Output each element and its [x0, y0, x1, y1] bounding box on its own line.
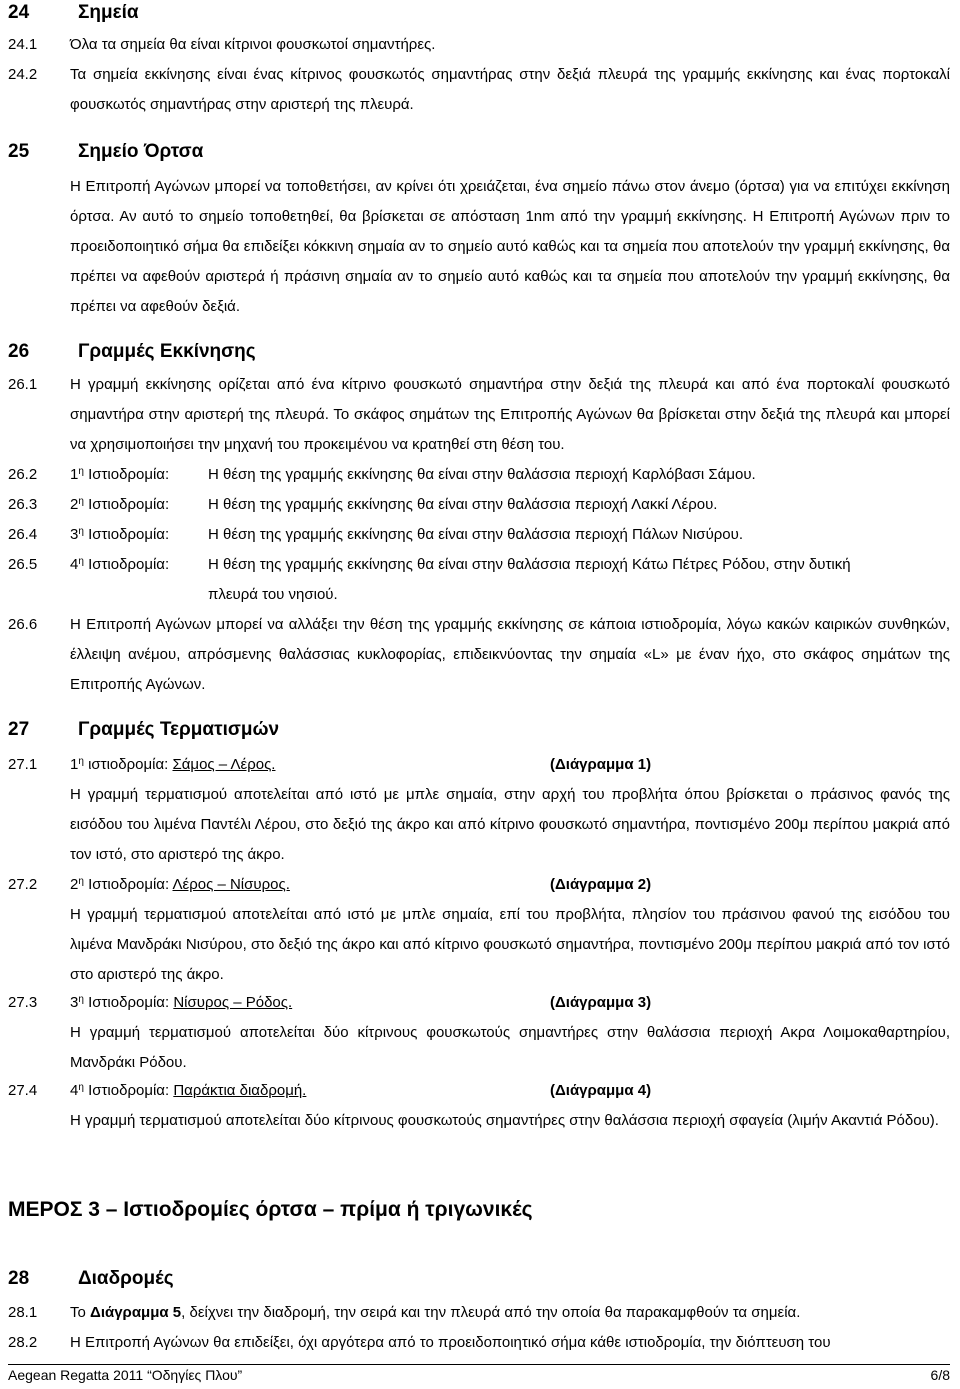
diagram-reference: (Διάγραμμα 4)	[550, 1082, 652, 1099]
item-number: 28.2	[8, 1334, 38, 1351]
item-text: Η γραμμή τερματισμού αποτελείται δύο κίτρινους φουσκωτούς σημαντήρες στην θαλάσσια περιοχή Ακρα Λοιμοκαθαρτηρίου, Μανδράκι Ρόδου.	[70, 1024, 950, 1071]
item-text: Η θέση της γραμμής εκκίνησης θα είναι στην θαλάσσια περιοχή Πάλων Νισύρου.	[208, 526, 744, 543]
item-text: Η θέση της γραμμής εκκίνησης θα είναι στην θαλάσσια περιοχή Λακκί Λέρου.	[208, 496, 718, 513]
diagram-reference: (Διάγραμμα 1)	[550, 756, 652, 773]
item-number: 28.1	[8, 1304, 38, 1321]
section-number: 25	[8, 141, 30, 162]
page-number: 6/8	[930, 1367, 950, 1383]
item-text: Η Επιτροπή Αγώνων μπορεί να αλλάξει την θέση της γραμμής εκκίνησης σε κάποια ιστιοδρομία, λόγω κακών καιρικών συνθηκών, έλλειψη ανέμου, απρόσμενης θαλάσσιας κυκλοφορίας, επιδεικνύοντας την σημαία «L» με έναν ήχο, στο σκάφος σημάτων της Επιτροπής Αγώνων.	[70, 616, 950, 693]
route-name: Παράκτια διαδρομή.	[173, 1082, 307, 1099]
item-text: Η θέση της γραμμής εκκίνησης θα είναι στην θαλάσσια περιοχή Καρλόβασι Σάμου.	[208, 466, 756, 483]
race-start-row: 26.5 $4^\eta$ Ιστιοδρομία: Η θέση της γραμμής εκκίνησης θα είναι στην θαλάσσια περιοχή Κάτω Πέτρες Ρόδου, στην δυτική	[8, 550, 950, 580]
item-text: Το Διάγραμμα 5, δείχνει την διαδρομή, την σειρά και την πλευρά από την οποία θα παρακαμφθούν τα σημεία.	[70, 1304, 801, 1321]
section-title: Σημεία	[78, 2, 139, 23]
section-number: 24	[8, 2, 30, 23]
item-text: Η γραμμή τερματισμού αποτελείται από ιστό με μπλε σημαία, στην αρχή του προβλήτα όπου βρίσκεται ο πράσινος φανός της εισόδου του λιμένα Παντέλι Λέρου, στο δεξιό της άκρο και από κίτρινο φουσκωτό σημαντήρα, ποντισμένο 200μ περίπου μακριά από τον ιστό, στο αριστερό της άκρο.	[70, 786, 950, 863]
section-25-heading	[8, 141, 408, 165]
item-text: Η γραμμή τερματισμού αποτελείται από ιστό με μπλε σημαία, επί του προβλήτα, πλησίον του πράσινου φανού της εισόδου του λιμένα Μανδράκι Νισύρου, στο δεξιό της άκρο και από κίτρινο φουσκωτό σημαντήρα, ποντισμένο 200μ περίπου μακριά από τον ιστό στο αριστερό της άκρο.	[70, 906, 950, 983]
finish-line-row: 27.3 $3^\eta$ Ιστιοδρομία: Νίσυρος – Ρόδος. (Διάγραμμα 3)	[8, 988, 950, 1018]
section-number: 28	[8, 1268, 30, 1289]
item-number: 26.2	[8, 466, 38, 483]
race-start-row-continuation	[8, 580, 950, 610]
item-text: Τα σημεία εκκίνησης είναι ένας κίτρινος φουσκωτός σημαντήρας στην δεξιά πλευρά της γραμμής εκκίνησης και ένας πορτοκαλί φουσκωτός σημαντήρας στην αριστερή της πλευρά.	[70, 66, 950, 113]
section-number: 26	[8, 341, 30, 362]
section-28-heading	[8, 1268, 408, 1292]
item-number: 26.4	[8, 526, 38, 543]
item-number: 27.3	[8, 994, 38, 1011]
item-number: 26.6	[8, 616, 38, 633]
route-name: Νίσυρος – Ρόδος.	[173, 994, 293, 1011]
section-27-heading	[8, 719, 408, 743]
item-text: Η Επιτροπή Αγώνων θα επιδείξει, όχι αργότερα από το προειδοποιητικό σήμα κάθε ιστιοδρομία, την διόπτευση του	[70, 1334, 831, 1351]
section-title: Γραμμές Εκκίνησης	[78, 341, 256, 362]
route-name: Σάμος – Λέρος.	[172, 756, 276, 773]
route-name: Λέρος – Νίσυρος.	[172, 876, 290, 893]
finish-line-row: 27.4 $4^\eta$ Ιστιοδρομία: Παράκτια διαδρομή. (Διάγραμμα 4)	[8, 1076, 950, 1106]
race-start-row: 26.3 $2^\eta$ Ιστιοδρομία: Η θέση της γραμμής εκκίνησης θα είναι στην θαλάσσια περιοχή Λακκί Λέρου.	[8, 490, 950, 520]
part-3-heading: ΜΕΡΟΣ 3 – Ιστιοδρομίες όρτσα – πρίμα ή τριγωνικές	[8, 1198, 533, 1221]
item-number: 26.5	[8, 556, 38, 573]
page-footer	[8, 1364, 950, 1385]
item-number: 26.3	[8, 496, 38, 513]
footer-title: Aegean Regatta 2011 “Οδηγίες Πλου”	[8, 1367, 243, 1383]
diagram-reference: (Διάγραμμα 3)	[550, 994, 652, 1011]
item-number: 27.4	[8, 1082, 38, 1099]
race-start-row: 26.4 $3^\eta$ Ιστιοδρομία: Η θέση της γραμμής εκκίνησης θα είναι στην θαλάσσια περιοχή Πάλων Νισύρου.	[8, 520, 950, 550]
item-number: 24.1	[8, 36, 38, 53]
race-start-row: 26.2 $1^\eta$ Ιστιοδρομία: Η θέση της γραμμής εκκίνησης θα είναι στην θαλάσσια περιοχή Καρλόβασι Σάμου.	[8, 460, 950, 490]
section-number: 27	[8, 719, 30, 740]
section-title: Διαδρομές	[78, 1268, 174, 1289]
section-24-heading	[8, 2, 408, 26]
item-text: Όλα τα σημεία θα είναι κίτρινοι φουσκωτοί σημαντήρες.	[70, 36, 436, 53]
item-number: 27.1	[8, 756, 38, 773]
diagram-reference: (Διάγραμμα 2)	[550, 876, 652, 893]
section-25-text: Η Επιτροπή Αγώνων μπορεί να τοποθετήσει, αν κρίνει ότι χρειάζεται, ένα σημείο πάνω στον άνεμο (όρτσα) για να επιτύχει εκκίνηση όρτσα. Αν αυτό το σημείο τοποθετηθεί, θα βρίσκεται σε απόσταση 1nm από την γραμμή εκκίνησης. Η Επιτροπή Αγώνων πριν το προειδοποιητικό σήμα θα επιδείξει κόκκινη σημαία αν το σημείο αυτό καθώς και τα σημεία που αποτελούν την γραμμή εκκίνησης, θα πρέπει να αφεθούν αριστερά ή πράσινη σημαία αν το σημείο αυτό καθώς και τα σημεία που αποτελούν την γραμμή εκκίνησης, θα πρέπει να αφεθούν δεξιά.	[70, 178, 950, 315]
item-number: 27.2	[8, 876, 38, 893]
item-text: Η γραμμή τερματισμού αποτελείται δύο κίτρινους φουσκωτούς σημαντήρες στην θαλάσσια περιοχή σφαγεία (λιμήν Ακαντιά Ρόδου).	[70, 1112, 939, 1129]
section-26-heading	[8, 341, 408, 365]
item-text: πλευρά του νησιού.	[208, 586, 338, 603]
section-title: Σημείο Όρτσα	[78, 141, 204, 162]
diagram-reference: Διάγραμμα 5	[90, 1304, 182, 1321]
finish-line-row: 27.1 $1^\eta$ ιστιοδρομία: Σάμος – Λέρος. (Διάγραμμα 1)	[8, 750, 950, 780]
item-text: Η γραμμή εκκίνησης ορίζεται από ένα κίτρινο φουσκωτό σημαντήρα στην δεξιά της πλευρά και από ένα πορτοκαλί φουσκωτό σημαντήρα στην αριστερή της πλευρά. Το σκάφος σημάτων της Επιτροπής Αγώνων θα βρίσκεται στην δεξιά της πλευρά και μπορεί να χρησιμοποιήσει την μηχανή του προκειμένου να κρατηθεί στη θέση του.	[70, 376, 950, 453]
item-text: Η θέση της γραμμής εκκίνησης θα είναι στην θαλάσσια περιοχή Κάτω Πέτρες Ρόδου, στην δυτική	[208, 556, 851, 573]
item-number: 24.2	[8, 66, 38, 83]
item-number: 26.1	[8, 376, 38, 393]
section-title: Γραμμές Τερματισμών	[78, 719, 280, 740]
finish-line-row: 27.2 $2^\eta$ Ιστιοδρομία: Λέρος – Νίσυρος. (Διάγραμμα 2)	[8, 870, 950, 900]
